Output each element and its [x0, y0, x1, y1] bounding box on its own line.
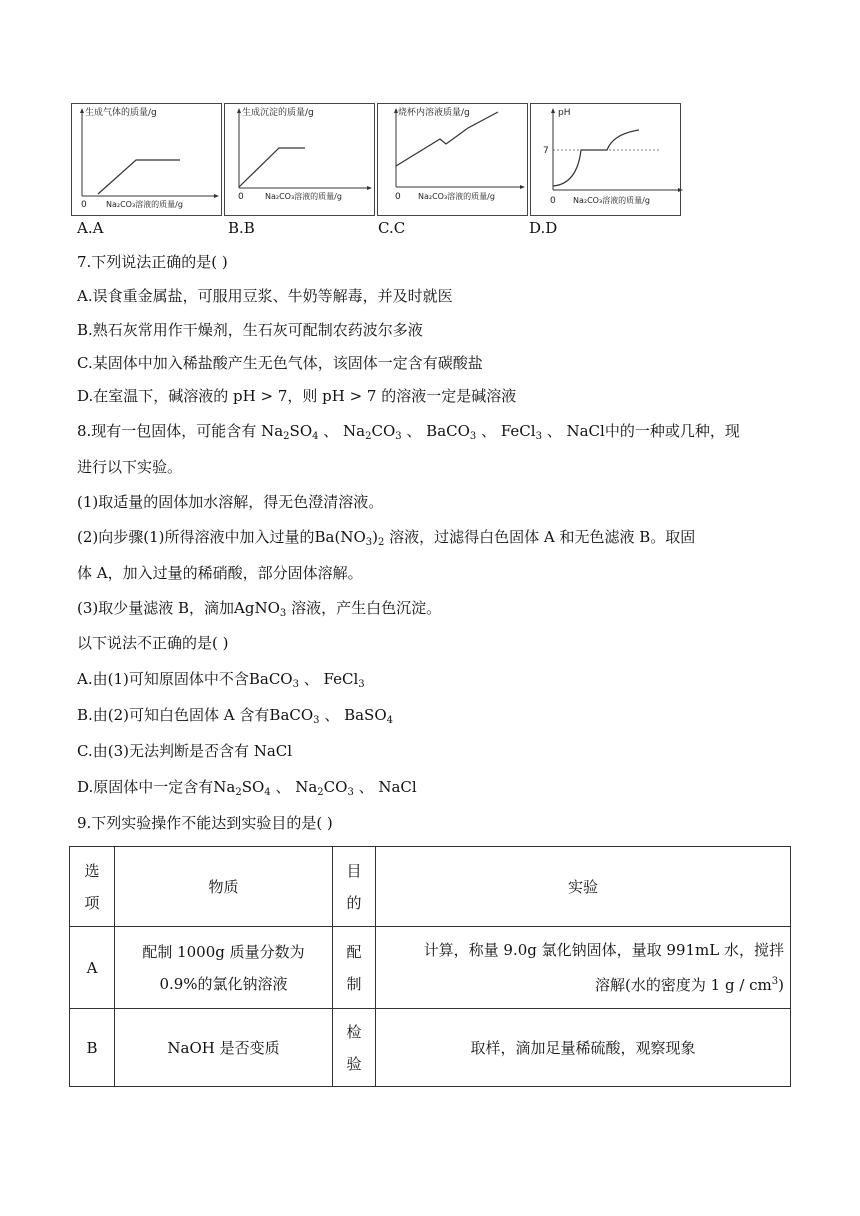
- q7-option-a: A.误食重金属盐，可服用豆浆、牛奶等解毒，并及时就医: [77, 287, 453, 305]
- graph-a-ylabel: 生成气体的质量/g: [85, 108, 157, 118]
- q7-option-d: D.在室温下，碱溶液的 pH > 7，则 pH > 7 的溶液一定是碱溶液: [77, 387, 517, 405]
- row-b-option: B: [70, 1009, 115, 1087]
- graph-c-origin: 0: [395, 192, 401, 202]
- q8-step3-pre: (3)取少量滤液 B，滴加: [77, 599, 235, 617]
- graph-a-plot: [72, 104, 223, 217]
- table-row: [70, 927, 791, 1009]
- q8-step3: (3)取少量滤液 B，滴加AgNO$_3$ 溶液，产生白色沉淀。: [77, 599, 442, 619]
- header-aim: 目 的: [333, 847, 376, 927]
- q8-ask: 以下说法不正确的是( ): [77, 634, 229, 652]
- graph-c-plot: [378, 104, 529, 217]
- q8-step3-post: 溶液，产生白色沉淀。: [291, 599, 442, 617]
- header-option: 选 项: [70, 847, 115, 927]
- q7-option-b: B.熟石灰常用作干燥剂，生石灰可配制农药波尔多液: [77, 321, 423, 339]
- header-substance: 物质: [115, 847, 333, 927]
- graph-a-xlabel: Na₂CO₃溶液的质量/g: [106, 200, 183, 209]
- q8-option-d: D.原固体中一定含有$Na_2SO_4$ 、 $Na_2CO_3$ 、 NaCl: [77, 778, 417, 798]
- graph-b-plot: [225, 104, 376, 217]
- graph-b-ylabel: 生成沉淀的质量/g: [242, 108, 314, 118]
- q8-option-a-pre: A.由(1)可知原固体中不含: [77, 670, 249, 688]
- row-b-substance: NaOH 是否变质: [115, 1009, 333, 1087]
- q8-option-b: B.由(2)可知白色固体 A 含有BaCO$_3$ 、 BaSO$_4$: [77, 706, 393, 726]
- q8-option-d-pre: D.原固体中一定含有: [77, 778, 214, 796]
- option-c-label: C.C: [378, 219, 406, 237]
- q8-step1: (1)取适量的固体加水溶解，得无色澄清溶液。: [77, 493, 384, 511]
- table-header-row: [70, 847, 791, 927]
- graph-d-curve: [553, 130, 639, 186]
- graph-c-ylabel: 烧杯内溶液质量/g: [398, 108, 470, 118]
- graph-c-curve: [396, 112, 498, 166]
- header-experiment: 实验: [376, 847, 791, 927]
- option-a-label: A.A: [77, 219, 104, 237]
- q8-stem-pre: 8.现有一包固体，可能含有: [77, 422, 257, 440]
- table-row: [70, 1009, 791, 1087]
- q8-stem-line2: 进行以下实验。: [77, 458, 183, 476]
- graph-b-xlabel: Na₂CO₃溶液的质量/g: [265, 192, 342, 201]
- graph-d-xlabel: Na₂CO₃溶液的质量/g: [573, 196, 650, 205]
- graph-a-origin: 0: [81, 200, 87, 210]
- row-a-experiment: 计算，称量 9.0g 氯化钠固体，量取 991mL 水，搅拌 溶解(水的密度为 1 g / $cm^3$): [376, 927, 791, 1009]
- row-b-experiment: 取样，滴加足量稀硫酸，观察现象: [376, 1009, 791, 1087]
- q8-stem: 8.现有一包固体，可能含有 $Na_2SO_4$ 、 $Na_2CO_3$ 、 BaCO$_3$ 、 FeCl$_3$ 、 NaCl中的一种或几种，现: [77, 422, 740, 442]
- graph-d-tick-7: 7: [543, 146, 549, 156]
- q9-table: [69, 846, 791, 1087]
- q7-stem: 7.下列说法正确的是( ): [77, 253, 228, 271]
- q9-stem: 9.下列实验操作不能达到实验目的是( ): [77, 814, 333, 832]
- graph-b-origin: 0: [238, 192, 244, 202]
- graph-d-ylabel: pH: [558, 108, 571, 118]
- graph-b-curve: [239, 148, 305, 187]
- option-b-label: B.B: [228, 219, 255, 237]
- q8-step2-post: 溶液，过滤得白色固体 A 和无色滤液 B。取固: [389, 528, 696, 546]
- q8-option-c: C.由(3)无法判断是否含有 NaCl: [77, 742, 293, 760]
- graph-d-plot: [531, 104, 688, 217]
- option-d-label: D.D: [529, 219, 558, 237]
- row-b-aim: 检 验: [333, 1009, 376, 1087]
- q8-step2b: 体 A，加入过量的稀硝酸，部分固体溶解。: [77, 564, 363, 582]
- q8-step2-pre: (2)向步骤(1)所得溶液中加入过量的: [77, 528, 315, 546]
- graph-a-curve: [98, 160, 180, 194]
- graph-d-origin: 0: [550, 196, 556, 206]
- graph-a: [71, 103, 222, 216]
- q8-step2: (2)向步骤(1)所得溶液中加入过量的$Ba(NO_3)_2$ 溶液，过滤得白色固体 A 和无色滤液 B。取固: [77, 528, 696, 548]
- q8-option-b-pre: B.由(2)可知白色固体 A 含有: [77, 706, 270, 724]
- row-a-option: A: [70, 927, 115, 1009]
- row-a-aim: 配 制: [333, 927, 376, 1009]
- q8-option-a: A.由(1)可知原固体中不含BaCO$_3$ 、 FeCl$_3$: [77, 670, 365, 690]
- q7-option-c: C.某固体中加入稀盐酸产生无色气体，该固体一定含有碳酸盐: [77, 354, 483, 372]
- graph-c-xlabel: Na₂CO₃溶液的质量/g: [418, 192, 495, 201]
- graph-d: [530, 103, 681, 216]
- row-a-substance: 配制 1000g 质量分数为 0.9%的氯化钠溶液: [115, 927, 333, 1009]
- graph-c: [377, 103, 528, 216]
- graph-b: [224, 103, 375, 216]
- q8-stem-post: 中的一种或几种，现: [604, 422, 740, 440]
